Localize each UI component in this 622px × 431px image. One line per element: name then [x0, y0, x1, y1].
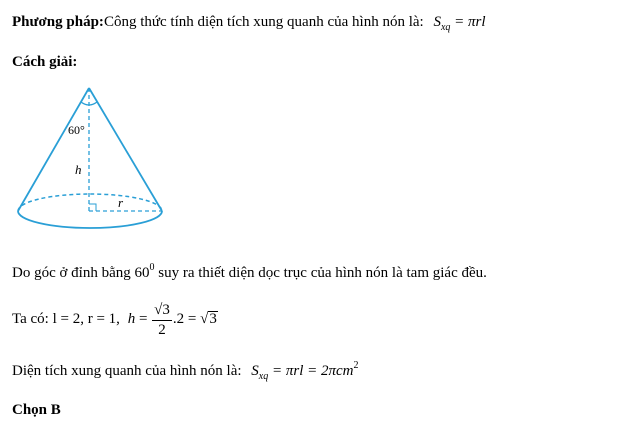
fraction-denominator: 2 [158, 322, 166, 338]
height-label: h [75, 162, 82, 177]
line2-prefix: Ta có: l = 2, r = 1, [12, 310, 120, 327]
line1-sup: 0 [149, 262, 155, 273]
fraction-numerator: √3 [152, 300, 172, 321]
line3-sub: xq [258, 371, 269, 382]
line3-rhs: = πrl = 2πcm [272, 363, 354, 379]
radius-label: r [118, 195, 124, 210]
angle-label: 60° [68, 123, 85, 137]
line-values [12, 300, 218, 339]
line3-s: S [251, 363, 259, 379]
result-sqrt: √3 [200, 310, 217, 327]
line1-text-before: Do góc ở đỉnh bằng 60 [12, 265, 150, 281]
right-slant [89, 88, 162, 211]
formula-sub: xq [440, 22, 451, 33]
line1-text-after: suy ra thiết diện dọc trục của hình nón là tam giác đều. [154, 265, 487, 281]
right-angle-marker [89, 204, 96, 211]
base-front-arc [18, 211, 162, 228]
line3-text: Diện tích xung quanh của hình nón là: [12, 363, 242, 379]
method-label: Phương pháp: [12, 14, 104, 30]
formula-rhs: = πrl [454, 14, 486, 30]
line2-h: h [127, 310, 136, 327]
line3-sup: 2 [353, 360, 359, 371]
method-text: Công thức tính diện tích xung quanh của hình nón là: [103, 14, 424, 30]
answer-line: Chọn B [12, 402, 61, 418]
line2-mult: .2 = [172, 310, 197, 327]
line-angle-statement [12, 262, 487, 282]
base-back-arc [18, 194, 162, 211]
line2-eq: = [138, 310, 148, 327]
formula-s: S [433, 14, 441, 30]
cone-figure [8, 82, 178, 242]
solution-heading: Cách giải: [12, 54, 78, 70]
height-fraction [152, 300, 172, 339]
method-line [12, 14, 486, 33]
left-slant [18, 88, 89, 211]
line-area-result [12, 360, 359, 382]
